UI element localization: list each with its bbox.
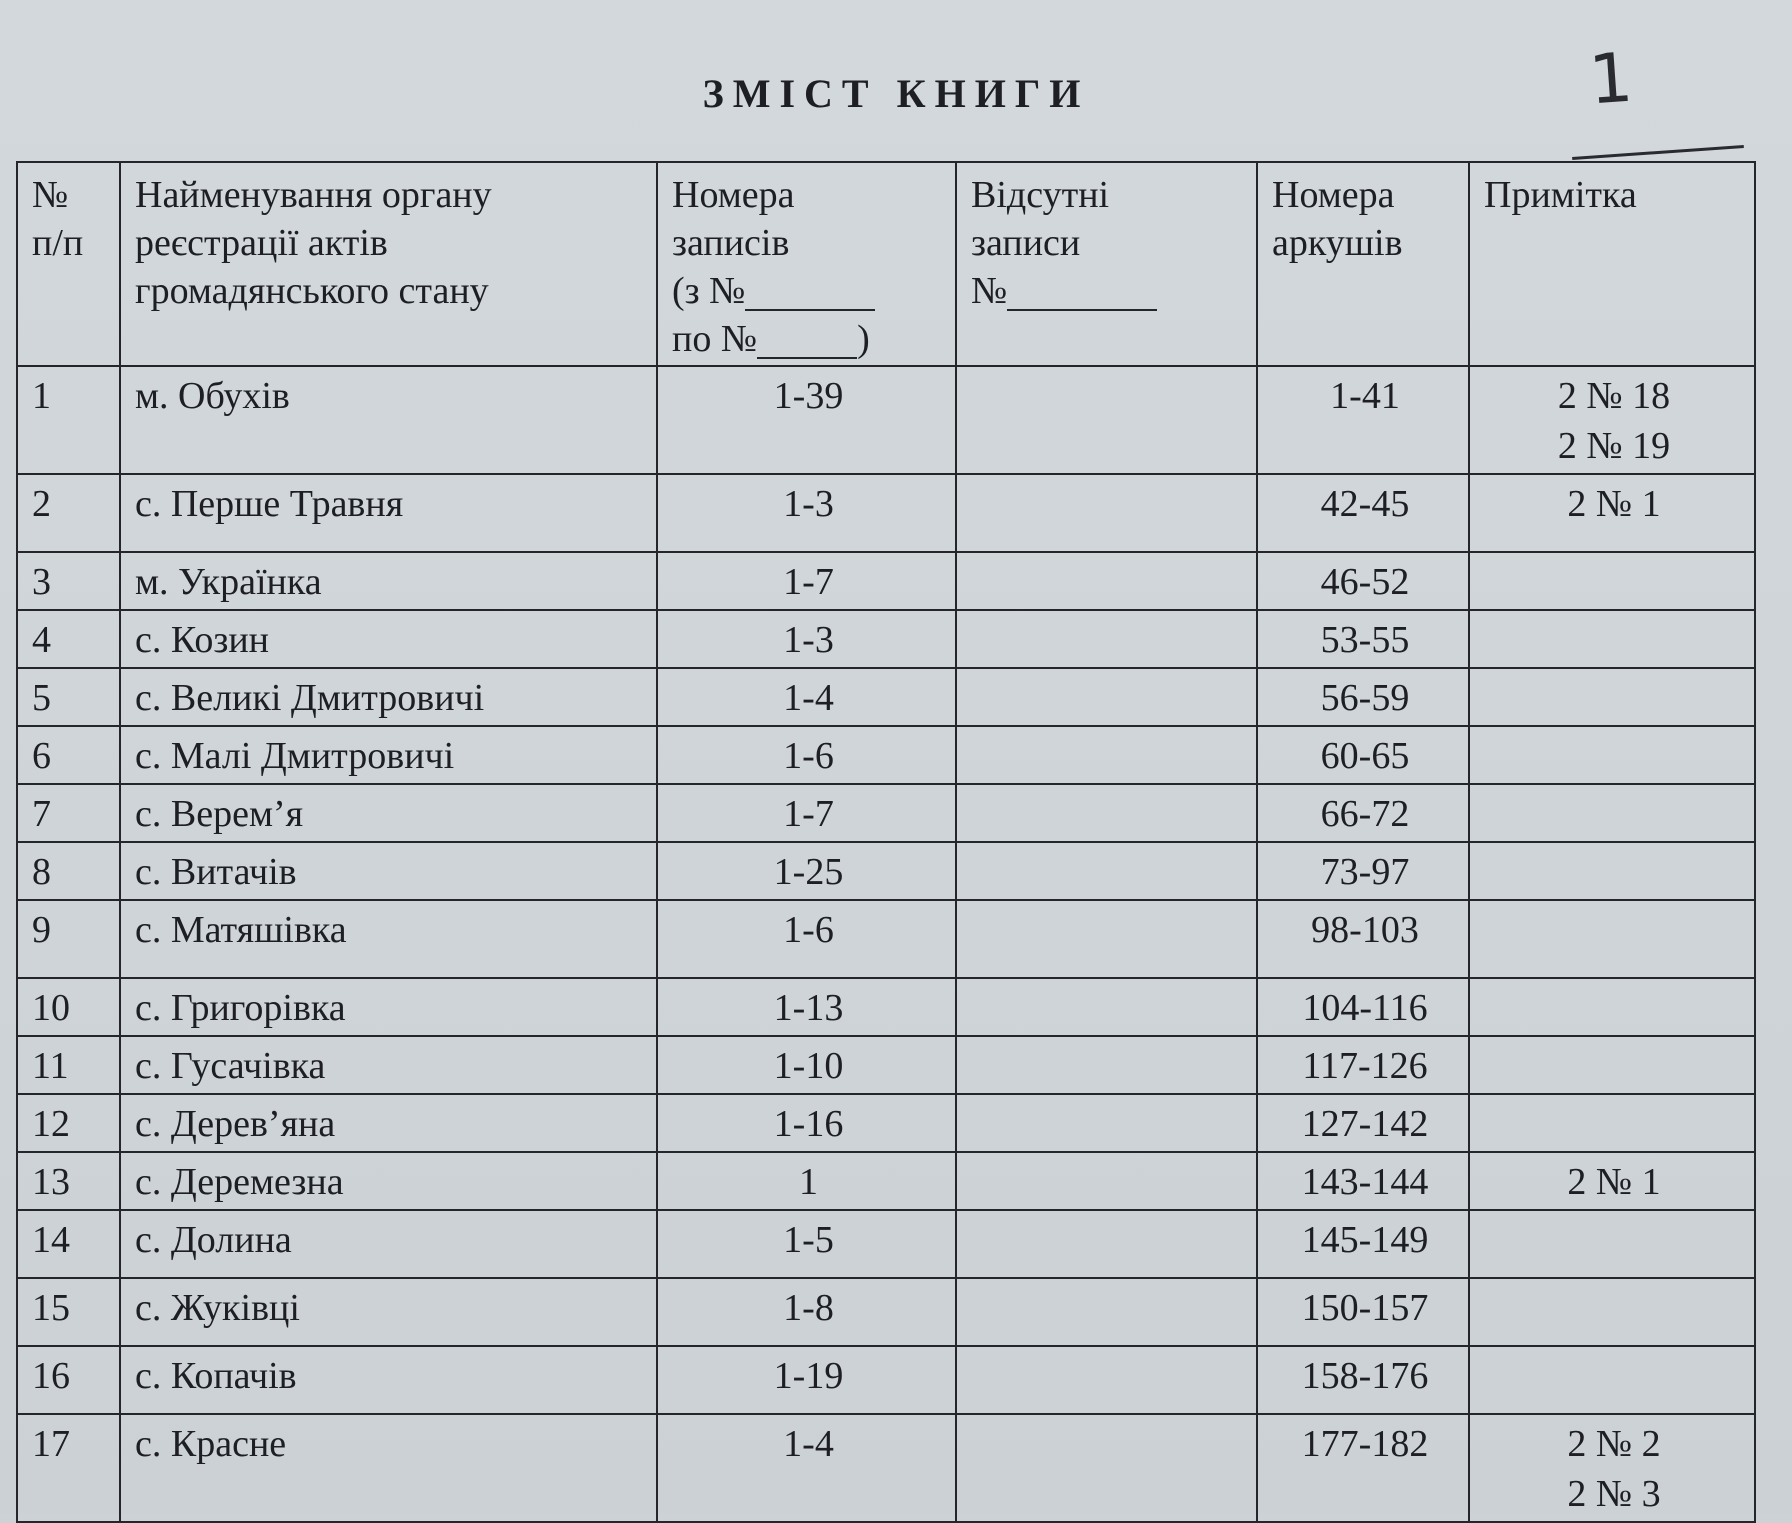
row-sheets-cell: 127-142 — [1257, 1094, 1469, 1152]
row-number-cell: 12 — [17, 1094, 120, 1152]
row-note-cell — [1469, 474, 1755, 552]
header-records: Номера записів (з № по № ) — [657, 162, 956, 366]
row-number-cell: 4 — [17, 610, 120, 668]
row-records-cell: 1-19 — [657, 1346, 956, 1414]
row-name-cell: с. Витачів — [120, 842, 657, 900]
table-row — [17, 1278, 1755, 1346]
row-missing-cell — [956, 668, 1257, 726]
row-name-cell: с. Малі Дмитровичі — [120, 726, 657, 784]
row-missing-cell — [956, 1094, 1257, 1152]
row-number-cell: 1 — [17, 366, 120, 474]
row-name-cell: с. Верем’я — [120, 784, 657, 842]
row-missing-cell — [956, 1152, 1257, 1210]
row-sheets-cell: 98-103 — [1257, 900, 1469, 978]
row-number-cell: 5 — [17, 668, 120, 726]
table-row — [17, 1346, 1755, 1414]
row-sheets-cell: 60-65 — [1257, 726, 1469, 784]
row-name-cell: м. Обухів — [120, 366, 657, 474]
row-name-cell: с. Матяшівка — [120, 900, 657, 978]
row-records-cell: 1-3 — [657, 610, 956, 668]
row-number-cell: 13 — [17, 1152, 120, 1210]
row-note-cell — [1469, 978, 1755, 1036]
row-sheets-cell: 53-55 — [1257, 610, 1469, 668]
row-missing-cell — [956, 900, 1257, 978]
row-number-cell: 10 — [17, 978, 120, 1036]
note-entry: 2 № 1 — [1567, 1161, 1661, 1203]
table-row — [17, 1210, 1755, 1278]
row-missing-cell — [956, 610, 1257, 668]
row-note-cell — [1469, 784, 1755, 842]
header-missing: Відсутні записи № — [956, 162, 1257, 366]
row-records-cell: 1-13 — [657, 978, 956, 1036]
row-sheets-cell: 145-149 — [1257, 1210, 1469, 1278]
row-missing-cell — [956, 978, 1257, 1036]
row-note-cell — [1469, 366, 1755, 474]
row-number-cell: 9 — [17, 900, 120, 978]
row-note-cell — [1469, 1036, 1755, 1094]
row-sheets-cell: 66-72 — [1257, 784, 1469, 842]
row-name-cell: с. Деремезна — [120, 1152, 657, 1210]
row-name-cell: с. Долина — [120, 1210, 657, 1278]
table-row — [17, 842, 1755, 900]
document-title: ЗМІСТ КНИГИ — [702, 71, 1090, 116]
row-records-cell: 1-6 — [657, 726, 956, 784]
row-records-cell: 1-39 — [657, 366, 956, 474]
row-missing-cell — [956, 1278, 1257, 1346]
row-number-cell: 14 — [17, 1210, 120, 1278]
row-name-cell: с. Великі Дмитровичі — [120, 668, 657, 726]
row-records-cell: 1-8 — [657, 1278, 956, 1346]
row-sheets-cell: 158-176 — [1257, 1346, 1469, 1414]
row-records-cell: 1-4 — [657, 668, 956, 726]
row-name-cell: м. Українка — [120, 552, 657, 610]
table-row — [17, 726, 1755, 784]
row-name-cell: с. Красне — [120, 1414, 657, 1522]
handwritten-page-number: 1 — [1586, 38, 1636, 121]
row-sheets-cell: 1-41 — [1257, 366, 1469, 474]
table-header — [17, 162, 1755, 366]
row-number-cell: 7 — [17, 784, 120, 842]
table-body — [17, 366, 1755, 1522]
row-missing-cell — [956, 842, 1257, 900]
row-records-cell: 1-25 — [657, 842, 956, 900]
row-records-cell: 1-7 — [657, 552, 956, 610]
row-note-cell — [1469, 1094, 1755, 1152]
row-sheets-cell: 73-97 — [1257, 842, 1469, 900]
row-name-cell: с. Копачів — [120, 1346, 657, 1414]
header-note: Примітка — [1469, 162, 1755, 366]
table-row — [17, 474, 1755, 552]
note-entry: 2 № 2 — [1567, 1423, 1661, 1465]
table-row — [17, 552, 1755, 610]
row-sheets-cell: 56-59 — [1257, 668, 1469, 726]
row-name-cell: с. Жуківці — [120, 1278, 657, 1346]
row-number-cell: 8 — [17, 842, 120, 900]
row-missing-cell — [956, 1210, 1257, 1278]
note-entry: 2 № 3 — [1567, 1473, 1661, 1515]
table-row — [17, 366, 1755, 474]
row-note-cell — [1469, 1414, 1755, 1522]
row-records-cell: 1-3 — [657, 474, 956, 552]
table-row — [17, 1414, 1755, 1522]
table-row — [17, 784, 1755, 842]
row-number-cell: 15 — [17, 1278, 120, 1346]
header-sheets: Номера аркушів — [1257, 162, 1469, 366]
table-row — [17, 900, 1755, 978]
row-missing-cell — [956, 552, 1257, 610]
row-note-cell — [1469, 726, 1755, 784]
row-missing-cell — [956, 474, 1257, 552]
row-missing-cell — [956, 1414, 1257, 1522]
row-number-cell: 3 — [17, 552, 120, 610]
table-row — [17, 1036, 1755, 1094]
row-name-cell: с. Дерев’яна — [120, 1094, 657, 1152]
row-records-cell: 1-5 — [657, 1210, 956, 1278]
row-sheets-cell: 143-144 — [1257, 1152, 1469, 1210]
row-sheets-cell: 150-157 — [1257, 1278, 1469, 1346]
row-sheets-cell: 117-126 — [1257, 1036, 1469, 1094]
row-sheets-cell: 46-52 — [1257, 552, 1469, 610]
row-missing-cell — [956, 1036, 1257, 1094]
row-sheets-cell: 104-116 — [1257, 978, 1469, 1036]
row-missing-cell — [956, 784, 1257, 842]
table-row — [17, 1152, 1755, 1210]
row-records-cell: 1 — [657, 1152, 956, 1210]
row-note-cell — [1469, 668, 1755, 726]
row-records-cell: 1-4 — [657, 1414, 956, 1522]
row-note-cell — [1469, 1152, 1755, 1210]
table-row — [17, 978, 1755, 1036]
note-entry: 2 № 18 — [1557, 375, 1671, 417]
row-sheets-cell: 42-45 — [1257, 474, 1469, 552]
row-missing-cell — [956, 366, 1257, 474]
note-entry: 2 № 1 — [1567, 483, 1661, 525]
row-missing-cell — [956, 1346, 1257, 1414]
row-missing-cell — [956, 726, 1257, 784]
row-note-cell — [1469, 1278, 1755, 1346]
row-sheets-cell: 177-182 — [1257, 1414, 1469, 1522]
row-name-cell: с. Козин — [120, 610, 657, 668]
row-name-cell: с. Гусачівка — [120, 1036, 657, 1094]
row-records-cell: 1-16 — [657, 1094, 956, 1152]
row-note-cell — [1469, 610, 1755, 668]
row-records-cell: 1-6 — [657, 900, 956, 978]
row-note-cell — [1469, 900, 1755, 978]
header-name: Найменування органу реєстрації актів громадянського стану — [120, 162, 657, 366]
row-number-cell: 16 — [17, 1346, 120, 1414]
row-number-cell: 17 — [17, 1414, 120, 1522]
table-row — [17, 668, 1755, 726]
row-number-cell: 6 — [17, 726, 120, 784]
row-name-cell: с. Перше Травня — [120, 474, 657, 552]
contents-table — [16, 161, 1756, 1523]
row-records-cell: 1-7 — [657, 784, 956, 842]
table-row — [17, 610, 1755, 668]
row-number-cell: 11 — [17, 1036, 120, 1094]
header-num: № п/п — [17, 162, 120, 366]
row-records-cell: 1-10 — [657, 1036, 956, 1094]
row-note-cell — [1469, 842, 1755, 900]
note-entry: 2 № 19 — [1557, 425, 1671, 467]
row-number-cell: 2 — [17, 474, 120, 552]
row-note-cell — [1469, 1346, 1755, 1414]
row-name-cell: с. Григорівка — [120, 978, 657, 1036]
row-note-cell — [1469, 1210, 1755, 1278]
table-row — [17, 1094, 1755, 1152]
row-note-cell — [1469, 552, 1755, 610]
